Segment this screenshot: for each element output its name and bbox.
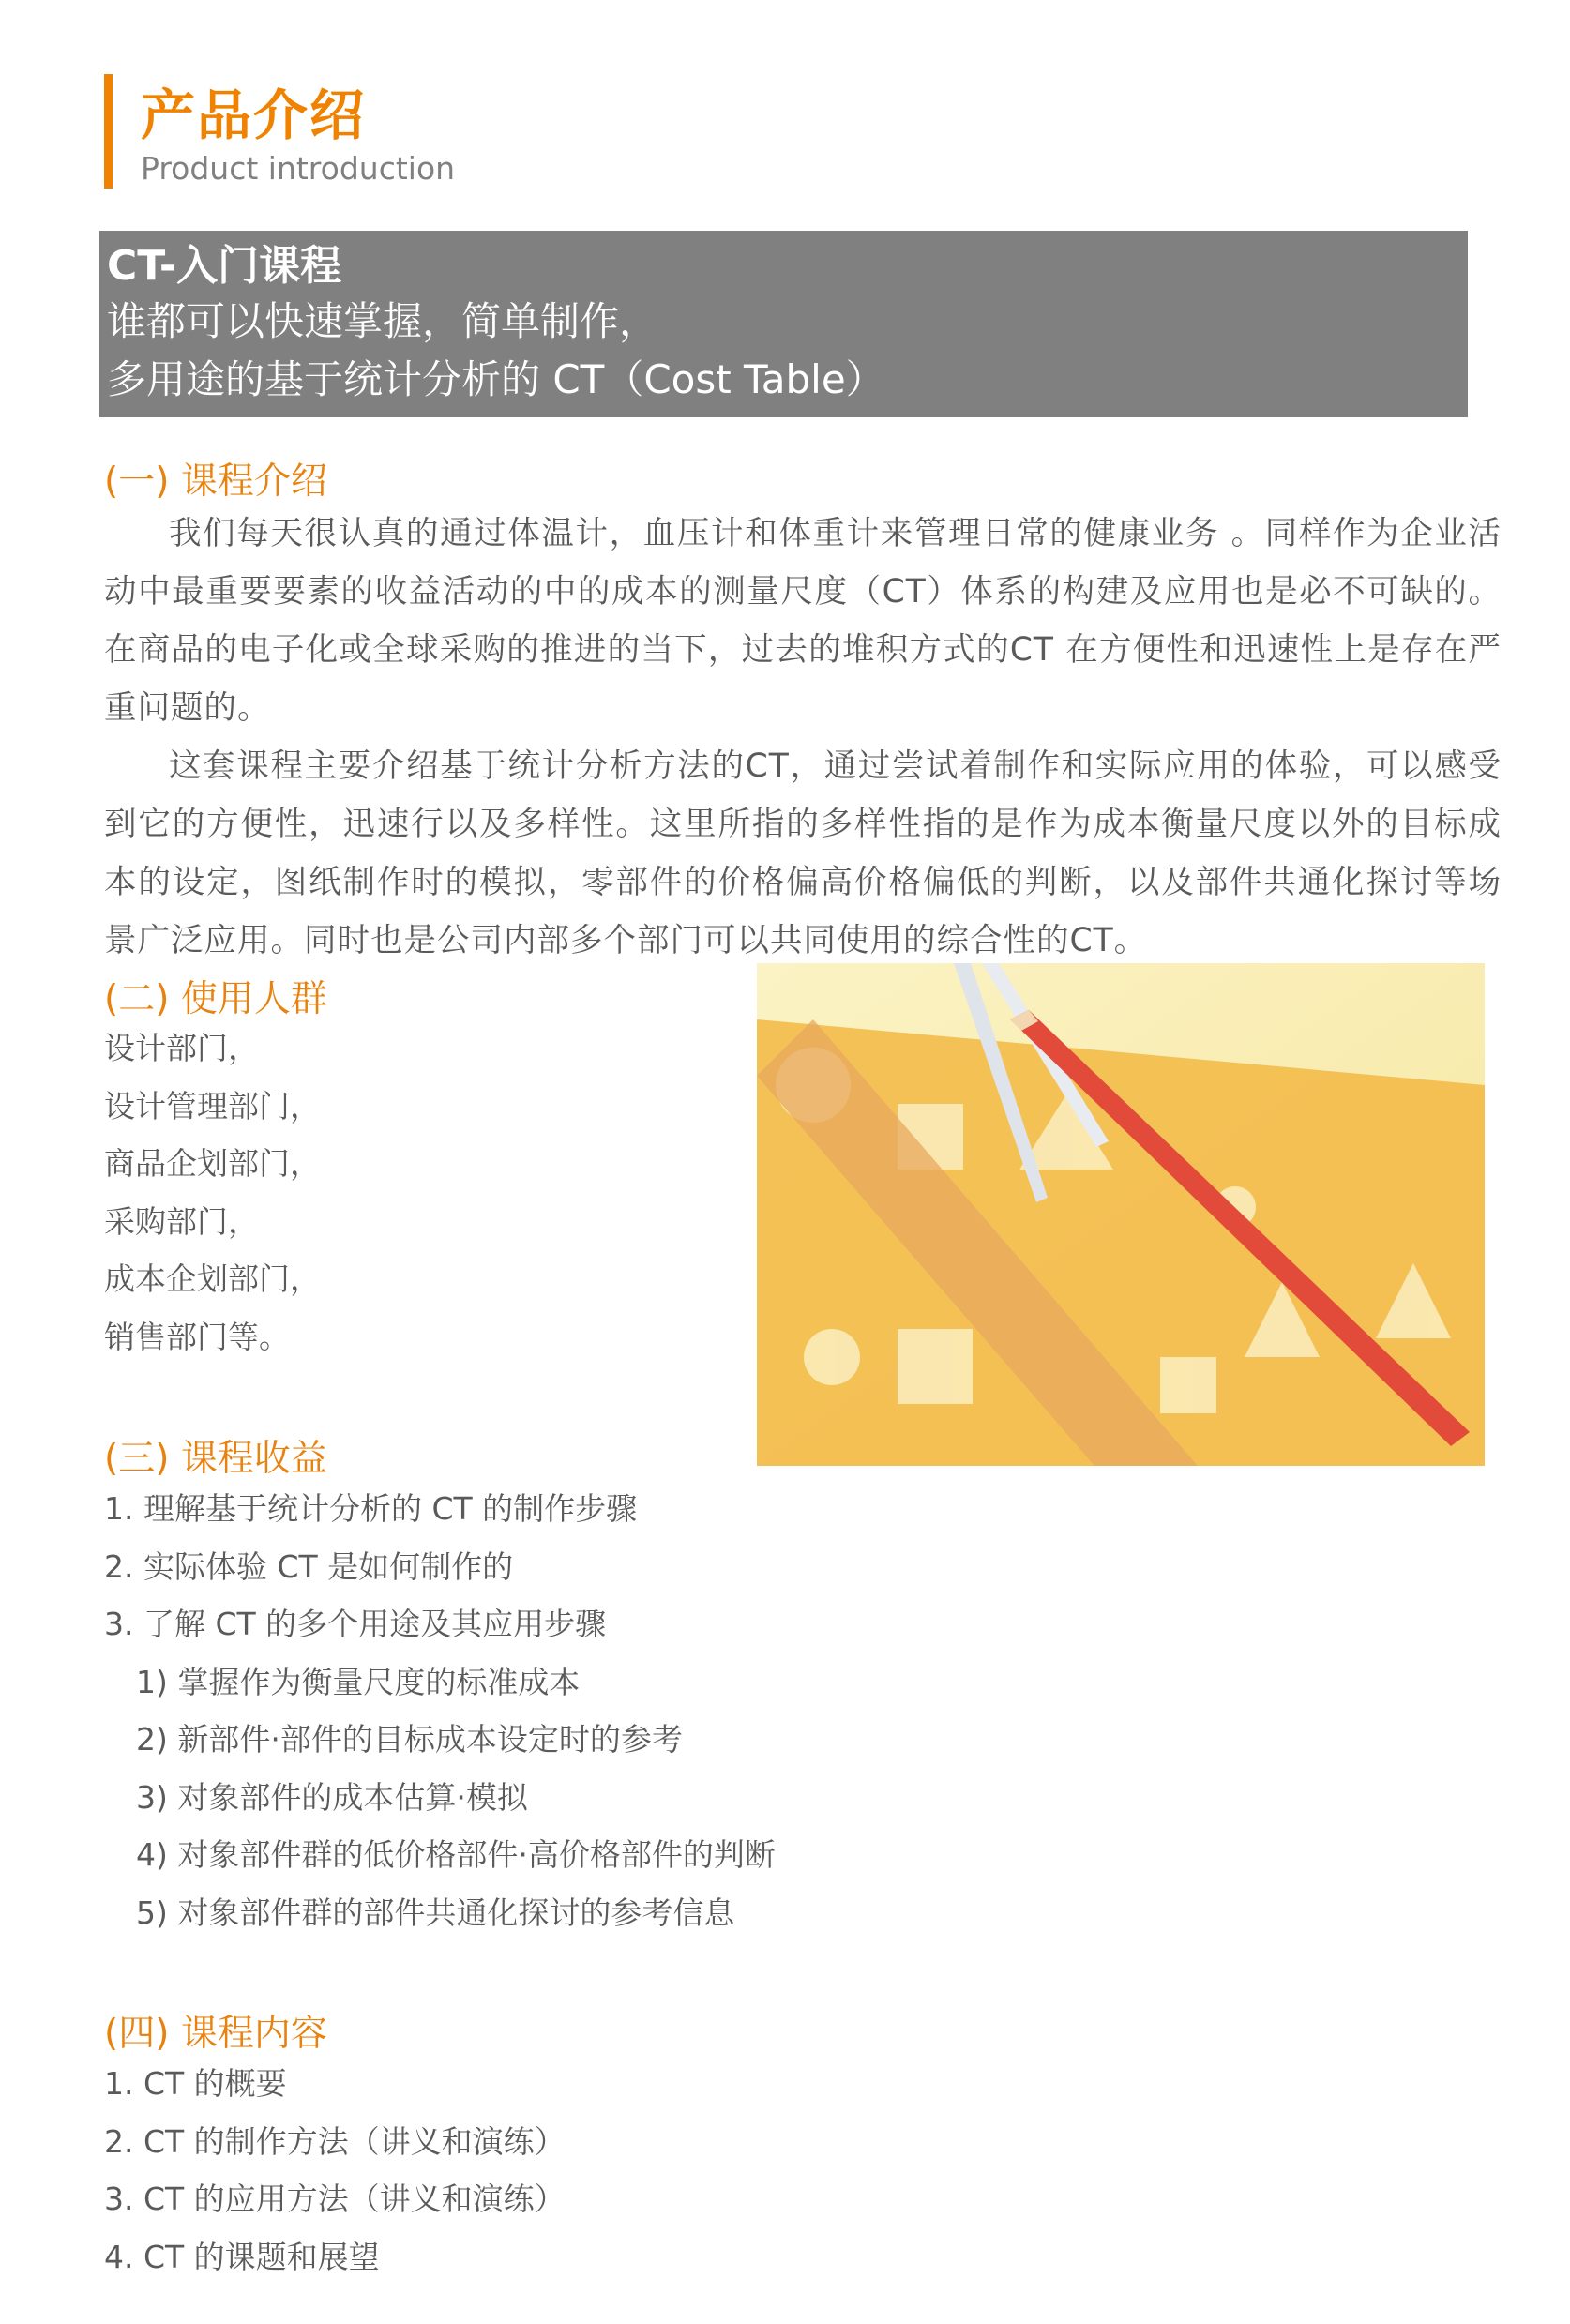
course-intro-text [104,505,1502,970]
list-item: 3. 了解 CT 的多个用途及其应用步骤 [104,1606,607,1642]
rulers-pencil-photo [757,963,1485,1466]
list-item: 4. CT 的课题和展望 [104,2238,380,2275]
list-subitem: 3) 对象部件的成本估算·模拟 [136,1778,528,1816]
benefits-list [104,1480,776,1941]
list-item: 1. CT 的概要 [104,2065,287,2102]
banner-course-name: CT-入门课程 [107,242,342,290]
list-item: 3. CT 的应用方法（讲义和演练） [104,2181,566,2217]
banner-tagline-1: 谁都可以快速掌握，简单制作， [107,298,659,344]
list-item: 采购部门， [104,1202,259,1240]
list-item: 商品企划部门， [104,1145,321,1182]
title-accent-bar [104,74,113,189]
intro-paragraph: 我们每天很认真的通过体温计，血压计和体重计来管理日常的健康业务 。同样作为企业活动中最重要要素的收益活动的中的成本的测量尺度（CT）体系的构建及应用也是必不可缺的。在商品的电子化或全球采购的推进的当下，过去的堆积方式的CT 在方便性和迅速性上是存在严重问题的。 [104,515,1502,727]
section-heading-audience: (二) 使用人群 [104,978,327,1020]
course-banner [99,231,1468,417]
list-subitem: 2) 新部件·部件的目标成本设定时的参考 [136,1721,683,1758]
list-item: 2. 实际体验 CT 是如何制作的 [104,1547,514,1585]
list-item: 2. CT 的制作方法（讲义和演练） [104,2122,566,2160]
list-item: 设计部门， [104,1030,259,1066]
audience-list [104,1019,321,1366]
section-heading-content: (四) 课程内容 [104,2013,327,2055]
intro-paragraph: 这套课程主要介绍基于统计分析方法的CT，通过尝试着制作和实际应用的体验，可以感受到它的方便性，迅速行以及多样性。这里所指的多样性指的是作为成本衡量尺度以外的目标成本的设定，图纸制作时的模拟，零部件的价格偏高价格偏低的判断，以及部件共通化探讨等场景广泛应用。同时也是公司内部多个部门可以共同使用的综合性的CT。 [104,747,1502,959]
page-subtitle: Product introduction [141,150,456,187]
content-list [104,2055,566,2286]
banner-tagline-2: 多用途的基于统计分析的 CT（Cost Table） [107,356,885,402]
section-heading-benefits: (三) 课程收益 [104,1438,327,1480]
list-subitem: 5) 对象部件群的部件共通化探讨的参考信息 [136,1894,735,1931]
list-item: 1. 理解基于统计分析的 CT 的制作步骤 [104,1490,638,1527]
list-subitem: 1) 掌握作为衡量尺度的标准成本 [136,1663,581,1700]
list-item: 设计管理部门， [104,1087,321,1124]
page-title: 产品介绍 [141,83,367,147]
list-item: 成本企划部门， [104,1260,321,1297]
section-heading-intro: (一) 课程介绍 [104,460,327,503]
list-item: 销售部门等。 [104,1318,290,1355]
list-subitem: 4) 对象部件群的低价格部件·高价格部件的判断 [136,1836,776,1873]
